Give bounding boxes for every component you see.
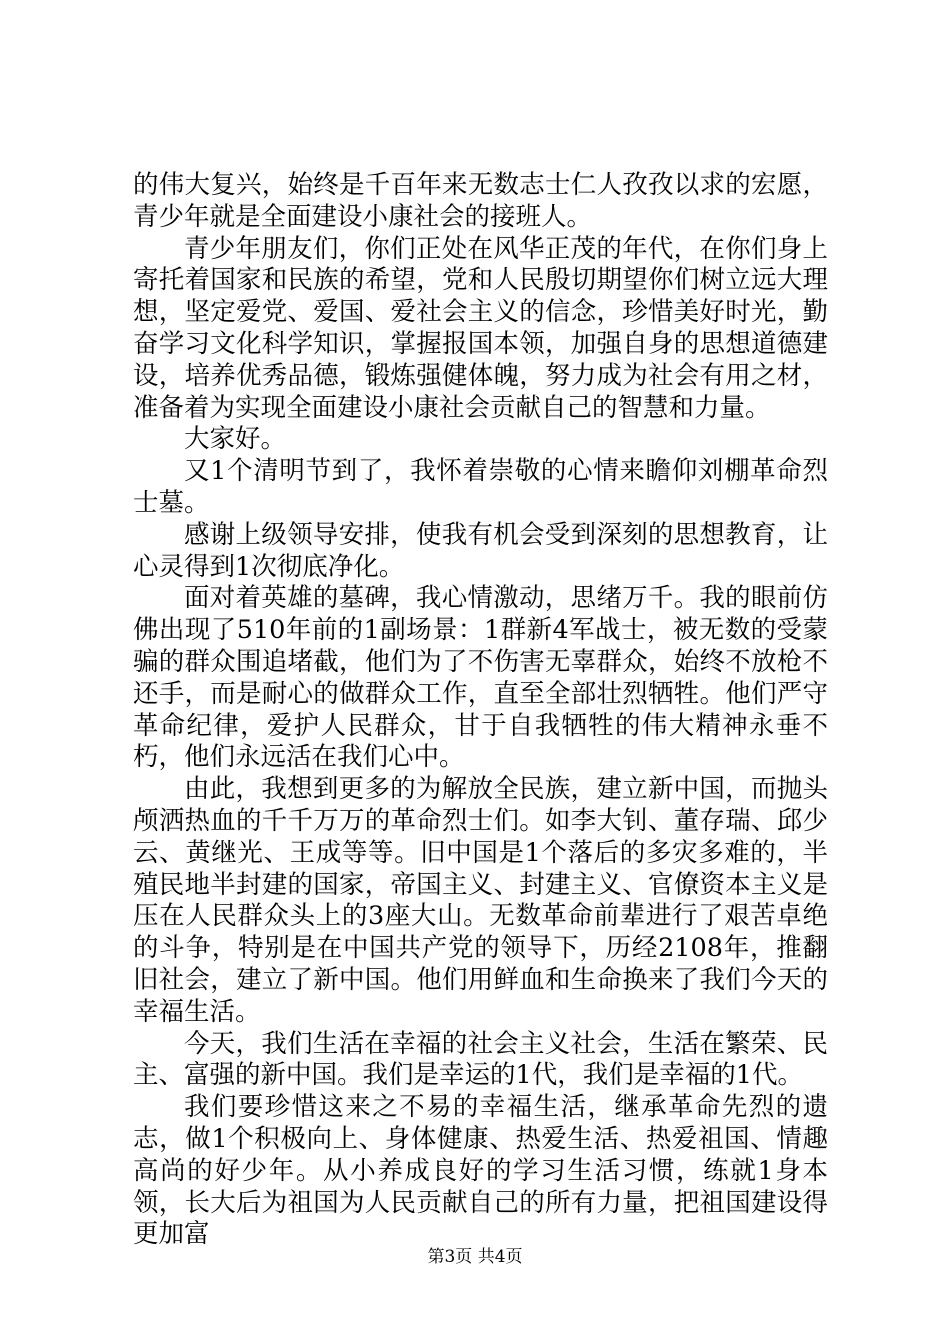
document-body xyxy=(133,170,828,1251)
paragraph-continued: 的伟大复兴，始终是千百年来无数志士仁人孜孜以求的宏愿，青少年就是全面建设小康社会的接班人。 xyxy=(133,170,828,232)
paragraph: 我们要珍惜这来之不易的幸福生活，继承革命先烈的遗志，做1个积极向上、身体健康、热爱生活、热爱祖国、情趣高尚的好少年。从小养成良好的学习生活习惯，练就1身本领，长大后为祖国为人民贡献自己的所有力量，把祖国建设得更加富 xyxy=(133,1092,828,1250)
paragraph: 青少年朋友们，你们正处在风华正茂的年代，在你们身上寄托着国家和民族的希望，党和人民殷切期望你们树立远大理想，坚定爱党、爱国、爱社会主义的信念，珍惜美好时光，勤奋学习文化科学知识，掌握报国本领，加强自身的思想道德建设，培养优秀品德，锻炼强健体魄，努力成为社会有用之材，准备着为实现全面建设小康社会贡献自己的智慧和力量。 xyxy=(133,233,828,423)
paragraph: 面对着英雄的墓碑，我心情激动，思绪万千。我的眼前仿佛出现了510年前的1副场景：1群新4军战士，被无数的受蒙骗的群众围追堵截，他们为了不伤害无辜群众，始终不放枪不还手，而是耐心的做群众工作，直至全部壮烈牺牲。他们严守革命纪律，爱护人民群众，甘于自我牺牲的伟大精神永垂不朽，他们永远活在我们心中。 xyxy=(133,583,828,773)
page-number: 第3页 共4页 xyxy=(427,1247,523,1267)
page-footer xyxy=(0,1242,950,1267)
paragraph: 又1个清明节到了，我怀着崇敬的心情来瞻仰刘棚革命烈士墓。 xyxy=(133,456,828,518)
paragraph: 今天，我们生活在幸福的社会主义社会，生活在繁荣、民主、富强的新中国。我们是幸运的1代，我们是幸福的1代。 xyxy=(133,1028,828,1091)
paragraph: 由此，我想到更多的为解放全民族，建立新中国，而抛头颅洒热血的千千万万的革命烈士们。如李大钊、董存瑞、邱少云、黄继光、王成等等。旧中国是1个落后的多灾多难的，半殖民地半封建的国家，帝国主义、封建主义、官僚资本主义是压在人民群众头上的3座大山。无数革命前辈进行了艰苦卓绝的斗争，特别是在中国共产党的领导下，历经2108年，推翻旧社会，建立了新中国。他们用鲜血和生命换来了我们今天的幸福生活。 xyxy=(133,774,828,1027)
paragraph: 感谢上级领导安排，使我有机会受到深刻的思想教育，让心灵得到1次彻底净化。 xyxy=(133,519,828,582)
paragraph-greeting: 大家好。 xyxy=(184,424,287,455)
